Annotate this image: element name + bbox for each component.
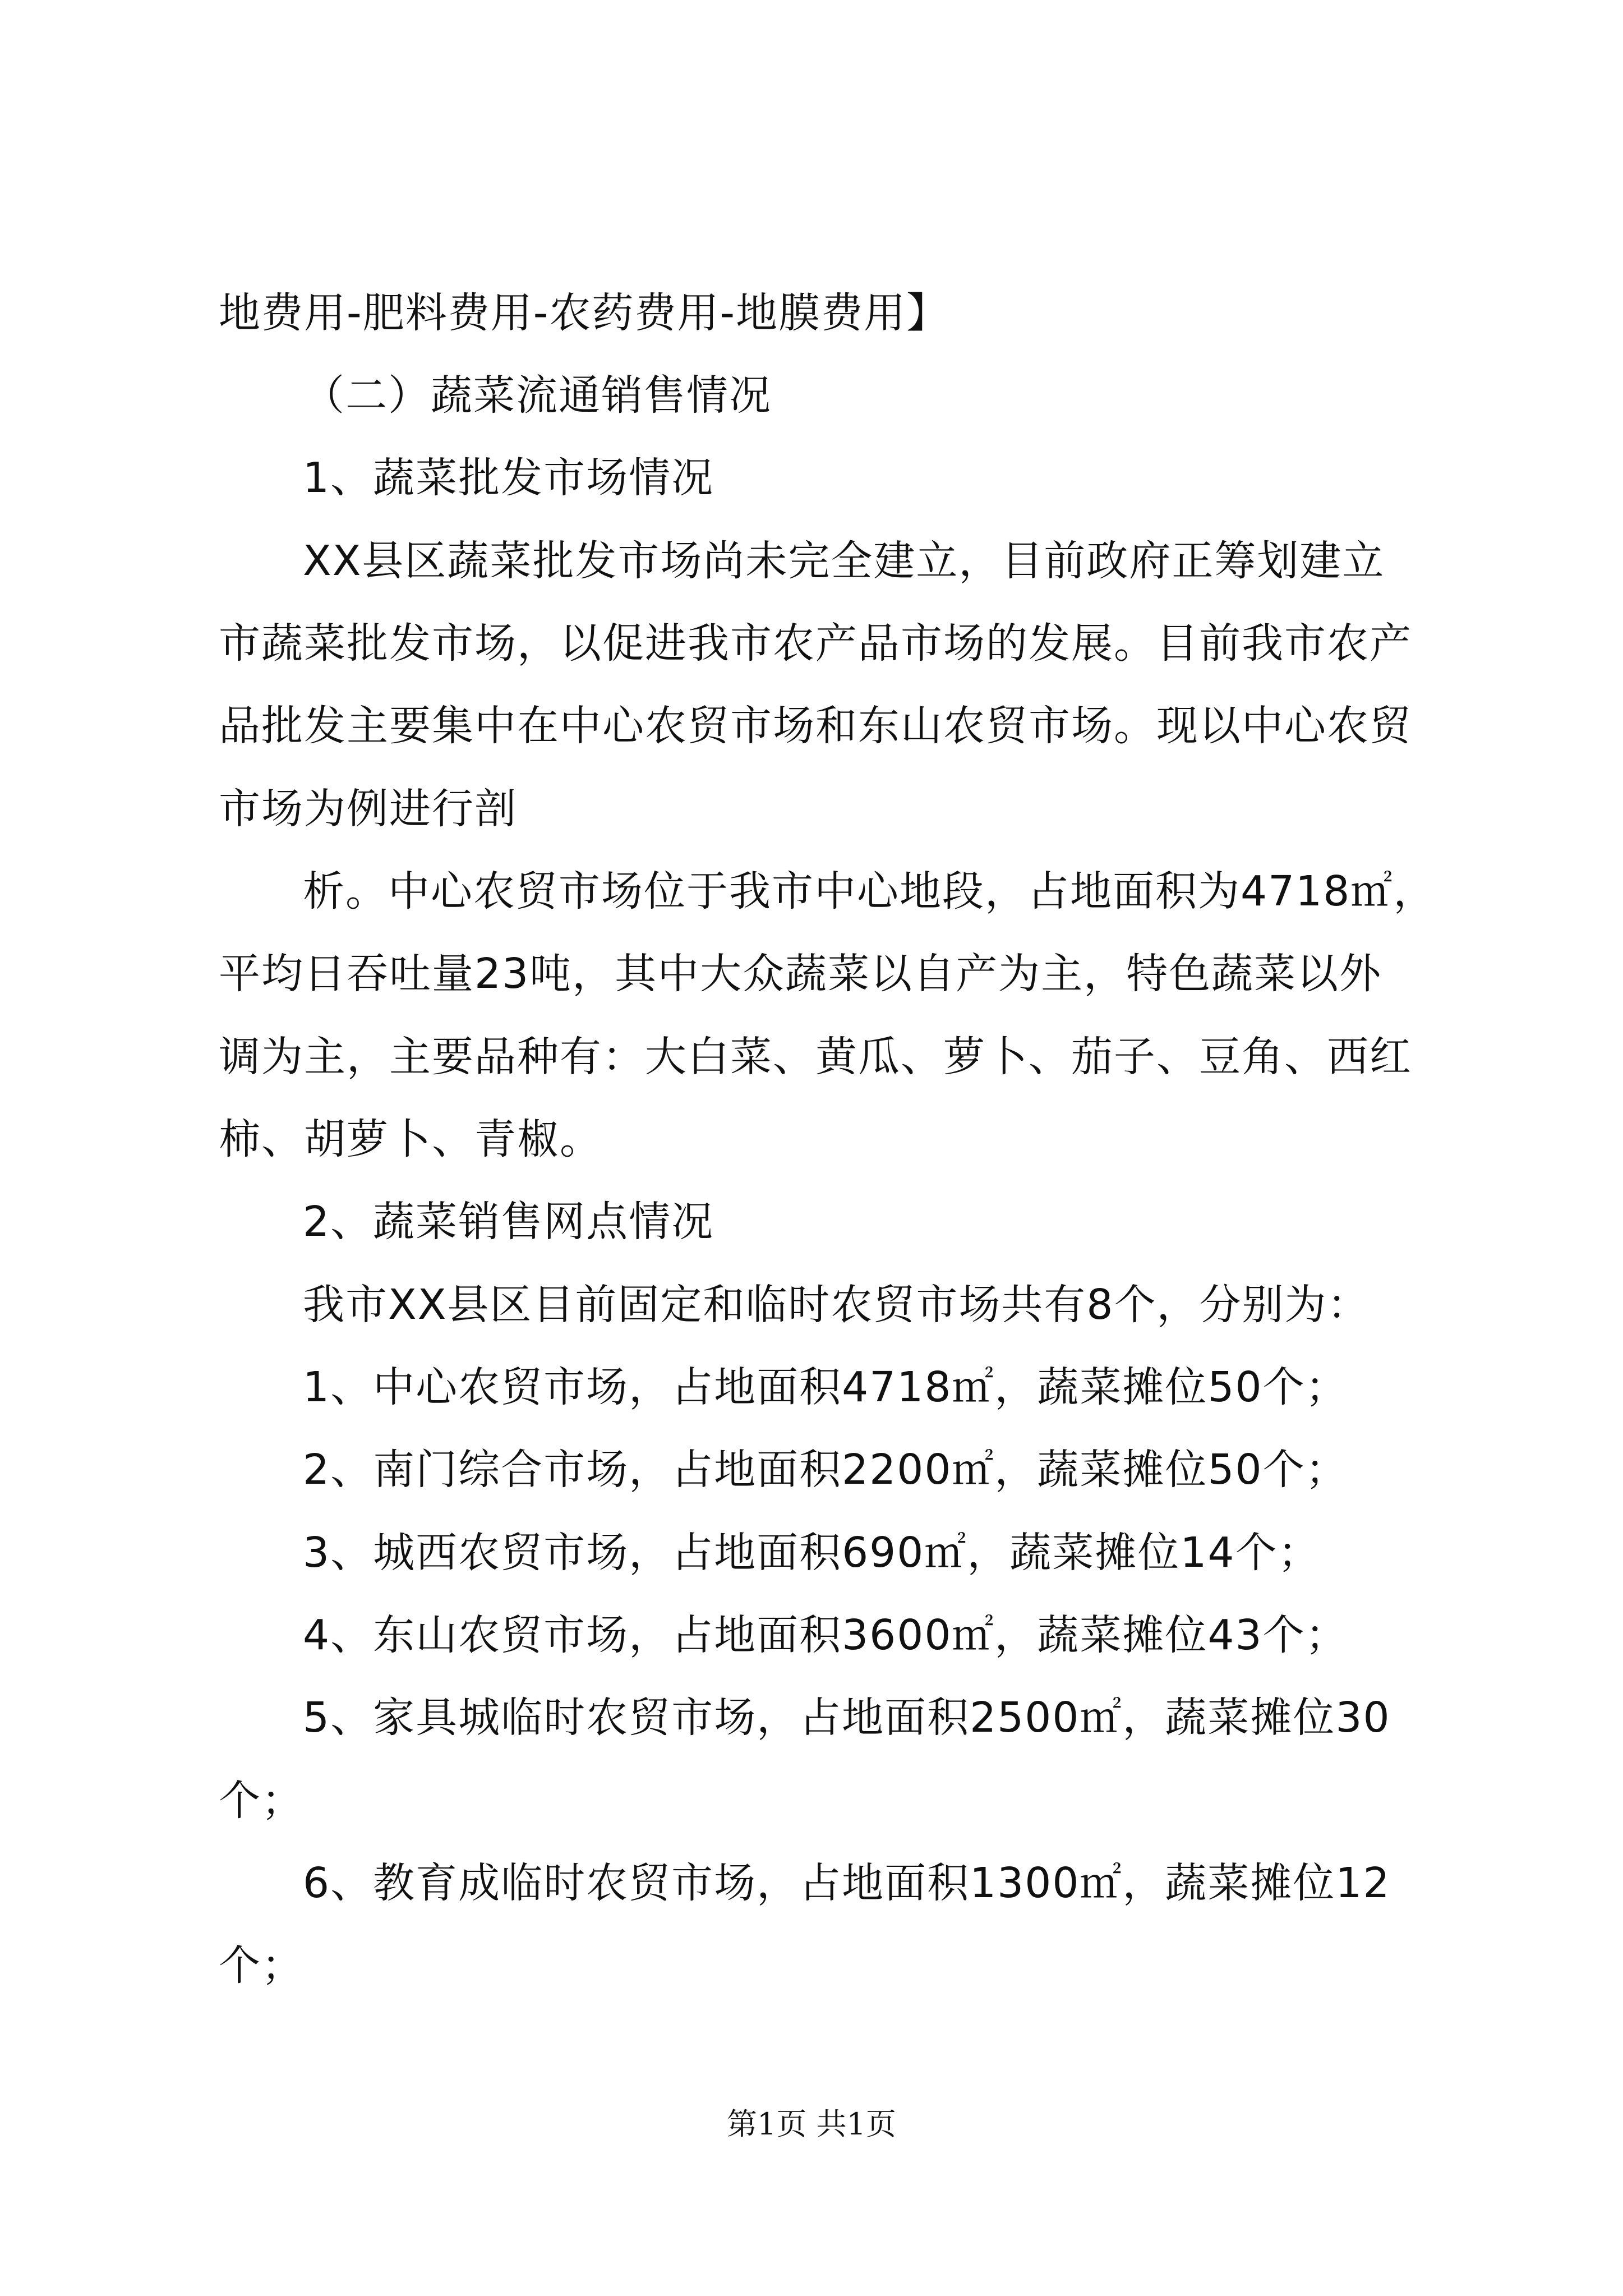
list-item: 5、家具城临时农贸市场，占地面积2500㎡，蔬菜摊位30	[303, 1694, 1391, 1742]
text-line: 我市XX县区目前固定和临时农贸市场共有8个，分别为：	[303, 1281, 1370, 1329]
list-item-continuation: 个；	[219, 1941, 304, 1990]
text-line: 地费用-肥料费用-农药费用-地膜费用】	[219, 289, 949, 337]
list-item-continuation: 个；	[219, 1777, 304, 1825]
list-item: 4、东山农贸市场，占地面积3600㎡，蔬菜摊位43个；	[303, 1611, 1348, 1659]
list-item: 6、教育成临时农贸市场，占地面积1300㎡，蔬菜摊位12	[303, 1859, 1391, 1907]
text-line: 品批发主要集中在中心农贸市场和东山农贸市场。现以中心农贸	[219, 702, 1412, 750]
subsection-heading: 1、蔬菜批发市场情况	[303, 454, 714, 502]
list-item: 3、城西农贸市场，占地面积690㎡，蔬菜摊位14个；	[303, 1529, 1321, 1577]
text-line: 市蔬菜批发市场，以促进我市农产品市场的发展。目前我市农产	[219, 619, 1412, 668]
text-line: 平均日吞吐量23吨，其中大众蔬菜以自产为主，特色蔬菜以外	[219, 950, 1382, 998]
section-heading: （二）蔬菜流通销售情况	[303, 371, 772, 420]
text-line: 市场为例进行剖	[219, 785, 517, 833]
list-item: 1、中心农贸市场，占地面积4718㎡，蔬菜摊位50个；	[303, 1363, 1348, 1411]
subsection-heading: 2、蔬菜销售网点情况	[303, 1198, 714, 1246]
text-line: 析。中心农贸市场位于我市中心地段，占地面积为4718㎡，	[303, 867, 1436, 915]
list-item: 2、南门综合市场，占地面积2200㎡，蔬菜摊位50个；	[303, 1446, 1348, 1494]
text-line: XX县区蔬菜批发市场尚未完全建立，目前政府正筹划建立	[303, 537, 1385, 585]
page-footer: 第1页 共1页	[727, 2106, 896, 2142]
text-line: 柿、胡萝卜、青椒。	[219, 1115, 602, 1163]
text-line: 调为主，主要品种有：大白菜、黄瓜、萝卜、茄子、豆角、西红	[219, 1033, 1412, 1081]
